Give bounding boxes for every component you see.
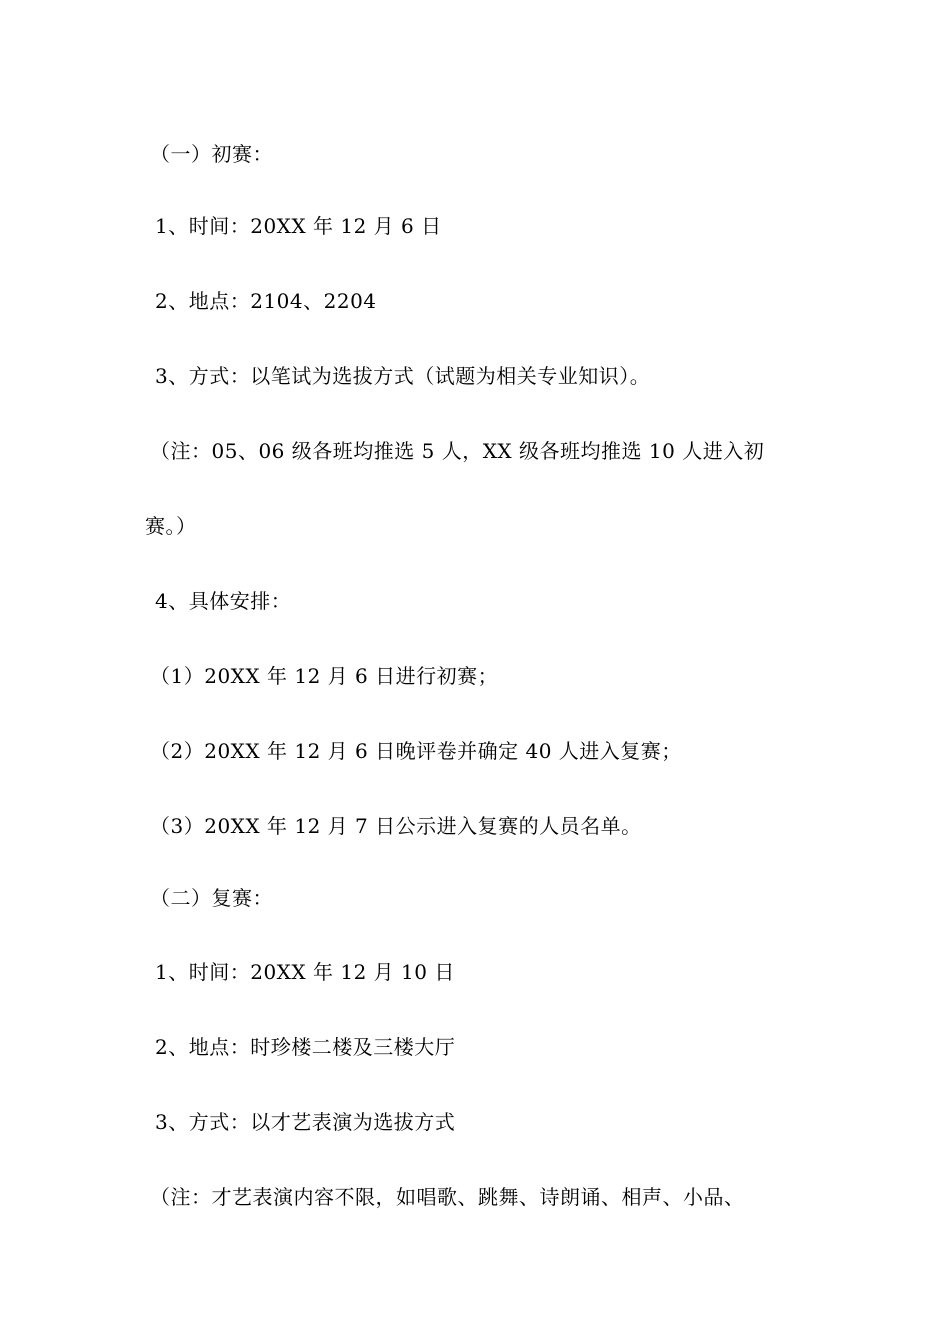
preliminary-location: 2、地点：2104、2204 — [155, 289, 377, 313]
section-heading-preliminary: （一）初赛： — [150, 142, 273, 166]
schedule-item-3: （3）20XX 年 12 月 7 日公示进入复赛的人员名单。 — [150, 814, 642, 838]
semifinal-note-line-1: （注：才艺表演内容不限，如唱歌、跳舞、诗朗诵、相声、小品、 — [150, 1185, 745, 1209]
schedule-item-2: （2）20XX 年 12 月 6 日晚评卷并确定 40 人进入复赛； — [150, 739, 682, 763]
schedule-item-1: （1）20XX 年 12 月 6 日进行初赛； — [150, 664, 499, 688]
preliminary-method: 3、方式：以笔试为选拔方式（试题为相关专业知识）。 — [155, 364, 651, 388]
schedule-heading: 4、具体安排： — [155, 589, 292, 613]
preliminary-time: 1、时间：20XX 年 12 月 6 日 — [155, 214, 442, 238]
preliminary-note-line-1: （注：05、06 级各班均推选 5 人，XX 级各班均推选 10 人进入初 — [150, 439, 765, 463]
preliminary-note-line-2: 赛。） — [145, 514, 197, 538]
semifinal-time: 1、时间：20XX 年 12 月 10 日 — [155, 960, 455, 984]
semifinal-method: 3、方式：以才艺表演为选拔方式 — [155, 1110, 456, 1134]
section-heading-semifinal: （二）复赛： — [150, 886, 273, 910]
semifinal-location: 2、地点：时珍楼二楼及三楼大厅 — [155, 1035, 456, 1059]
